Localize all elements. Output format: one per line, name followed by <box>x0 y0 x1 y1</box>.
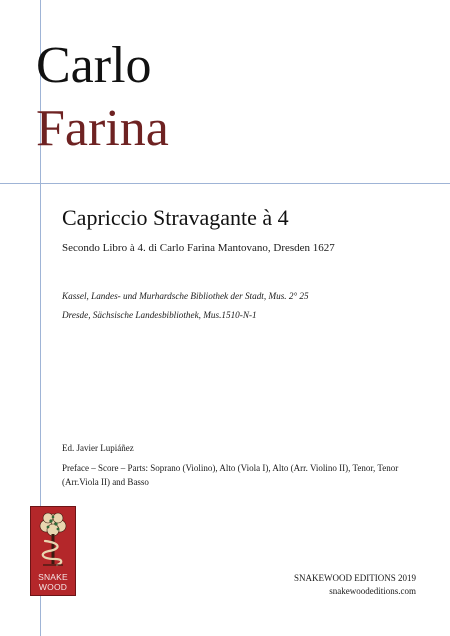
work-title: Capriccio Stravagante à 4 <box>62 205 289 230</box>
horizontal-guide-line <box>0 183 450 184</box>
publisher-website[interactable]: snakewoodeditions.com <box>329 586 416 596</box>
edition-contents: Preface – Score – Parts: Soprano (Violino), Alto (Viola I), Alto (Arr. Violino II), Tenor, Tenor (Arr.Viola II) and Basso <box>62 463 399 487</box>
composer-last-name: Farina <box>36 100 169 157</box>
logo-text-snake: SNAKE <box>38 572 68 582</box>
editor-credit: Ed. Javier Lupiáñez <box>62 443 134 453</box>
source-kassel: Kassel, Landes- und Murhardsche Bibliothek der Stadt, Mus. 2° 25 <box>62 291 309 301</box>
publisher-name: SNAKEWOOD EDITIONS 2019 <box>294 573 416 583</box>
source-dresden: Dresde, Sächsische Landesbibliothek, Mus.1510-N-1 <box>62 310 257 320</box>
composer-first-name: Carlo <box>36 37 152 94</box>
tree-snake-icon <box>31 507 75 573</box>
snakewood-logo <box>30 506 76 596</box>
logo-text-wood: WOOD <box>38 582 68 592</box>
work-subtitle: Secondo Libro à 4. di Carlo Farina Mantovano, Dresden 1627 <box>62 242 335 254</box>
